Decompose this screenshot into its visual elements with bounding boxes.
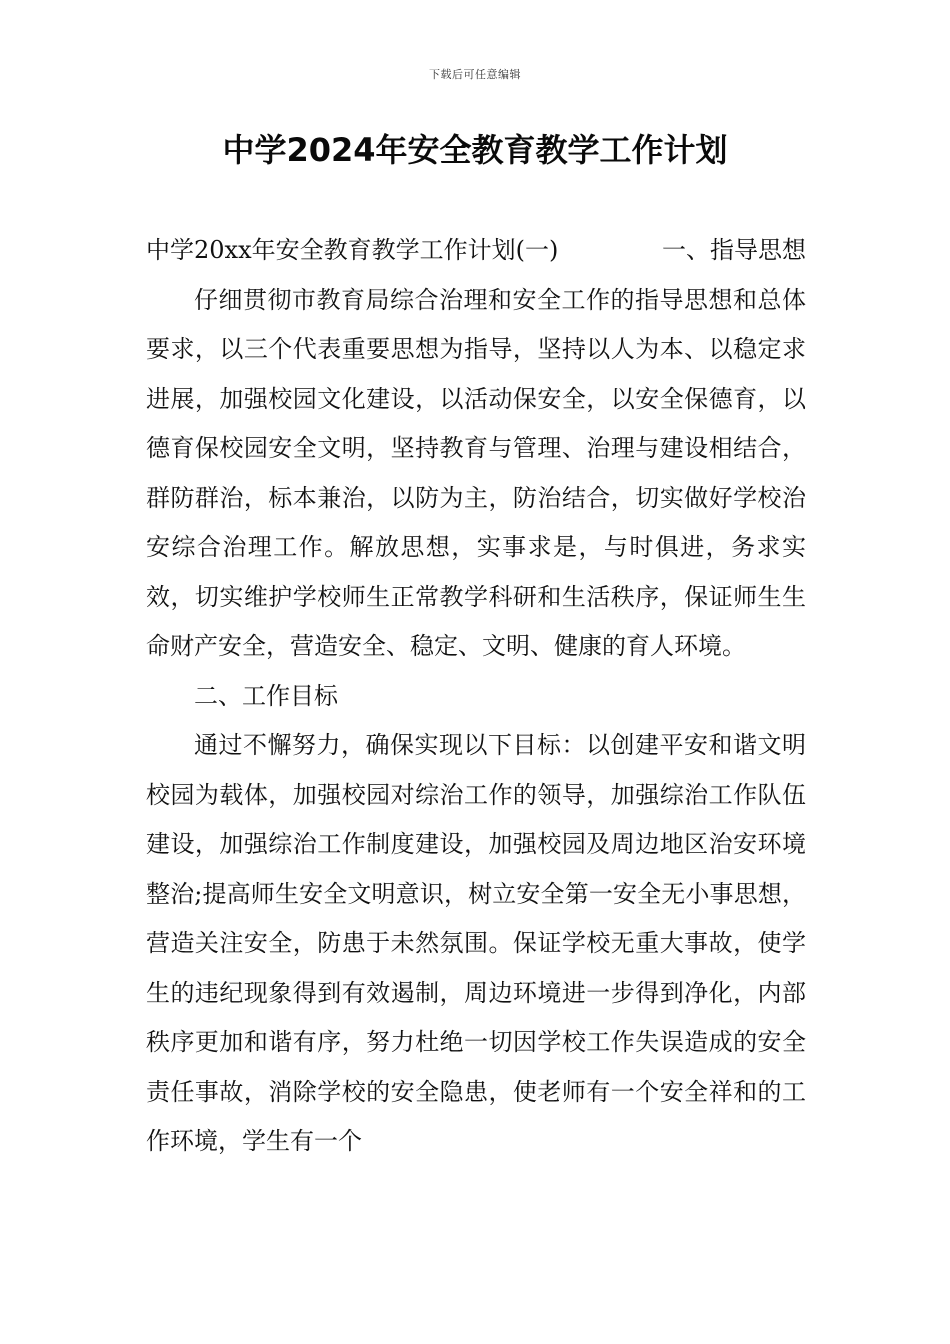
page-header-note: 下载后可任意编辑: [429, 68, 521, 81]
paragraph-work-goals: 通过不懈努力，确保实现以下目标：以创建平安和谐文明校园为载体，加强校园对综治工作的领导，加强综治工作队伍建设，加强综治工作制度建设，加强校园及周边地区治安环境整治;提高师生安全文明意识，树立安全第一安全无小事思想，营造关注安全，防患于未然氛围。保证学校无重大事故，使学生的违纪现象得到有效遏制，周边环境进一步得到净化，内部秩序更加和谐有序，努力杜绝一切因学校工作失误造成的安全责任事故，消除学校的安全隐患，使老师有一个安全祥和的工作环境，学生有一个: [146, 731, 806, 1155]
subtitle-line: [146, 226, 806, 276]
section-heading-guiding-ideology: 一、指导思想: [662, 236, 806, 264]
document-body: [146, 226, 806, 1167]
section-heading-work-goals: 二、工作目标: [194, 681, 338, 710]
plan-subtitle: 中学20xx年安全教育教学工作计划(一): [146, 236, 559, 264]
document-title: 中学2024年安全教育教学工作计划: [222, 131, 728, 169]
paragraph-guiding-ideology: 仔细贯彻市教育局综合治理和安全工作的指导思想和总体要求，以三个代表重要思想为指导，坚持以人为本、以稳定求进展，加强校园文化建设，以活动保安全，以安全保德育，以德育保校园安全文明，坚持教育与管理、治理与建设相结合，群防群治，标本兼治，以防为主，防治结合，切实做好学校治安综合治理工作。解放思想，实事求是，与时俱进，务求实效，切实维护学校师生正常教学科研和生活秩序，保证师生生命财产安全，营造安全、稳定、文明、健康的育人环境。: [146, 285, 806, 660]
